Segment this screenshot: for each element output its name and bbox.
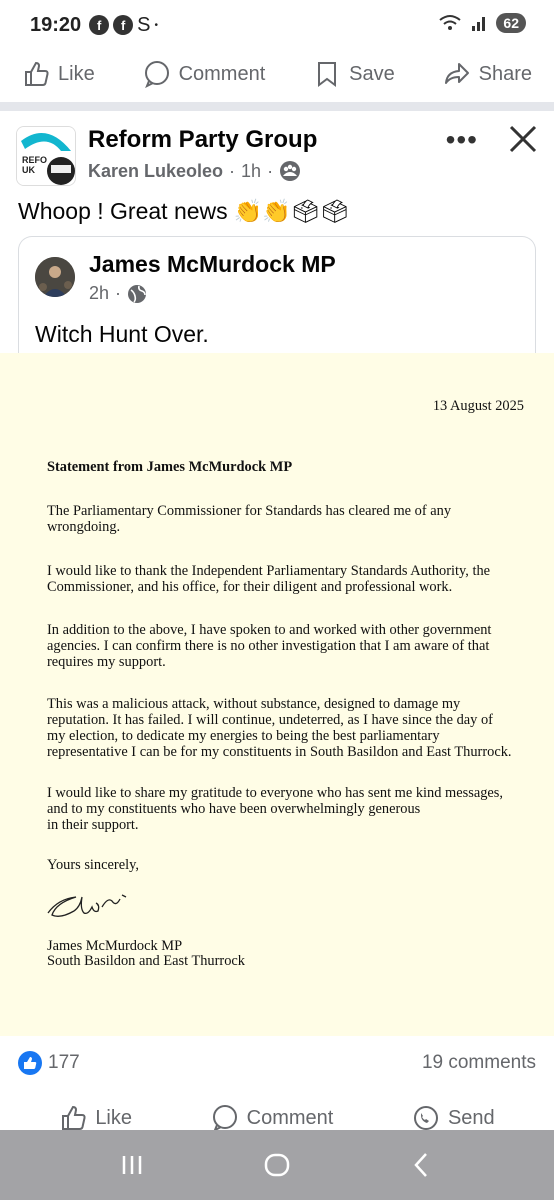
- globe-icon: [127, 284, 147, 304]
- comment-label: Comment: [246, 1106, 334, 1129]
- handwritten-signature: [44, 883, 144, 927]
- letter-date: 13 August 2025: [432, 398, 524, 414]
- share-button[interactable]: [443, 60, 532, 88]
- reaction-summary[interactable]: [18, 1051, 80, 1075]
- avatar-photo-icon: [35, 257, 75, 297]
- comment-button[interactable]: [211, 1104, 334, 1132]
- letter-line: I would like to thank the Independent Parliamentary Standards Authority, the: [47, 563, 491, 579]
- letter-line: in their support.: [47, 817, 139, 833]
- letter-line: I would like to share my gratitude to everyone who has sent me kind messages,: [47, 785, 503, 801]
- thumbs-up-icon: [59, 1104, 87, 1132]
- letter-line: agencies. I can confirm there is no other investigation that I am aware of that: [47, 638, 490, 654]
- reform-uk-logo-icon: [17, 127, 76, 186]
- letter-line: requires my support.: [47, 654, 166, 670]
- letter-line: representative I can be for my constituents in South Basildon and East Thurrock.: [47, 744, 512, 760]
- meta-separator: ·: [229, 160, 236, 181]
- statement-letter-image[interactable]: [0, 353, 554, 1036]
- letter-paragraph-5: [47, 785, 527, 833]
- facebook-notification-icon-2: f: [113, 15, 133, 35]
- share-arrow-icon: [443, 60, 471, 88]
- svg-text:REFO: REFO: [22, 155, 48, 165]
- shared-author-avatar[interactable]: [35, 257, 75, 297]
- send-label: Send: [447, 1106, 495, 1129]
- letter-constituency: South Basildon and East Thurrock: [47, 953, 245, 969]
- meta-separator-3: ·: [115, 283, 122, 303]
- letter-paragraph-2: [47, 563, 527, 595]
- status-bar: [0, 0, 554, 50]
- top-action-bar: [0, 50, 554, 98]
- more-options-icon[interactable]: •••: [445, 124, 478, 155]
- status-time: 19:20: [30, 13, 82, 36]
- reactions-row: [18, 1048, 536, 1078]
- battery-level: 62: [496, 13, 526, 33]
- letter-line: In addition to the above, I have spoken to and worked with other government: [47, 622, 492, 638]
- bookmark-icon: [313, 60, 341, 88]
- like-button[interactable]: [59, 1104, 132, 1132]
- s-app-icon: S: [137, 13, 151, 36]
- wifi-icon: [438, 13, 462, 33]
- letter-line: Commissioner, and his office, for their diligent and professional work.: [47, 579, 453, 595]
- close-icon[interactable]: [506, 122, 540, 156]
- letter-line: and to my constituents who have been overwhelmingly generous: [47, 801, 421, 817]
- messenger-icon: [412, 1104, 440, 1132]
- like-button-top[interactable]: [22, 60, 95, 88]
- save-button[interactable]: [313, 60, 395, 88]
- comment-label-top: Comment: [178, 62, 266, 85]
- notification-icons: [89, 14, 158, 37]
- signal-icon: [470, 14, 488, 32]
- section-divider: [0, 102, 554, 111]
- post-text: [18, 198, 349, 225]
- shared-post-meta: [89, 283, 147, 304]
- letter-line: This was a malicious attack, without substance, designed to damage my: [47, 696, 461, 712]
- shared-author-name[interactable]: James McMurdock MP: [89, 251, 336, 277]
- group-audience-icon: [279, 160, 301, 182]
- post-meta: [88, 160, 301, 182]
- post-header: [16, 120, 540, 190]
- thumbs-up-icon: [22, 60, 50, 88]
- letter-paragraph-4: [47, 696, 527, 760]
- letter-line: The Parliamentary Commissioner for Standards has cleared me of any: [47, 503, 452, 519]
- comment-button-top[interactable]: [143, 60, 266, 88]
- letter-line: my election, to dedicate my energies to being the best parliamentary: [47, 728, 440, 744]
- post-author[interactable]: Karen Lukeoleo: [88, 160, 224, 181]
- back-icon[interactable]: [405, 1148, 439, 1182]
- reaction-count: 177: [48, 1052, 80, 1073]
- letter-signature-name: James McMurdock MP: [47, 938, 183, 954]
- letter-heading: Statement from James McMurdock MP: [47, 459, 293, 475]
- status-right: [438, 13, 526, 33]
- send-button[interactable]: [412, 1104, 495, 1132]
- post-emoji: 👏👏🗳🗳: [233, 198, 350, 224]
- like-reaction-icon: [18, 1051, 42, 1075]
- shared-post-text: Witch Hunt Over.: [35, 321, 209, 347]
- home-icon[interactable]: [260, 1148, 294, 1182]
- facebook-notification-icon: f: [89, 15, 109, 35]
- dot-icon: •: [154, 19, 159, 31]
- group-avatar[interactable]: [16, 126, 76, 186]
- comments-count[interactable]: 19 comments: [421, 1052, 536, 1073]
- post-text-body: Whoop ! Great news: [18, 198, 228, 224]
- meta-separator-2: ·: [267, 160, 274, 181]
- letter-closing: Yours sincerely,: [47, 857, 139, 873]
- letter-line: wrongdoing.: [47, 519, 121, 535]
- like-label: Like: [95, 1106, 133, 1129]
- letter-line: reputation. It has failed. I will continue, undeterred, as I have since the day of: [47, 712, 493, 728]
- post-time[interactable]: 1h: [241, 160, 262, 181]
- letter-paragraph-3: [47, 622, 527, 670]
- recent-apps-icon[interactable]: [115, 1148, 149, 1182]
- svg-text:UK: UK: [22, 165, 35, 175]
- comment-icon: [211, 1104, 239, 1132]
- letter-paragraph-1: [47, 503, 527, 535]
- like-label-top: Like: [58, 62, 95, 85]
- system-nav-bar: [0, 1130, 554, 1200]
- share-label: Share: [478, 62, 532, 85]
- save-label: Save: [349, 62, 395, 85]
- shared-post-time[interactable]: 2h: [89, 283, 110, 303]
- group-name[interactable]: Reform Party Group: [88, 126, 318, 153]
- comment-icon: [143, 60, 171, 88]
